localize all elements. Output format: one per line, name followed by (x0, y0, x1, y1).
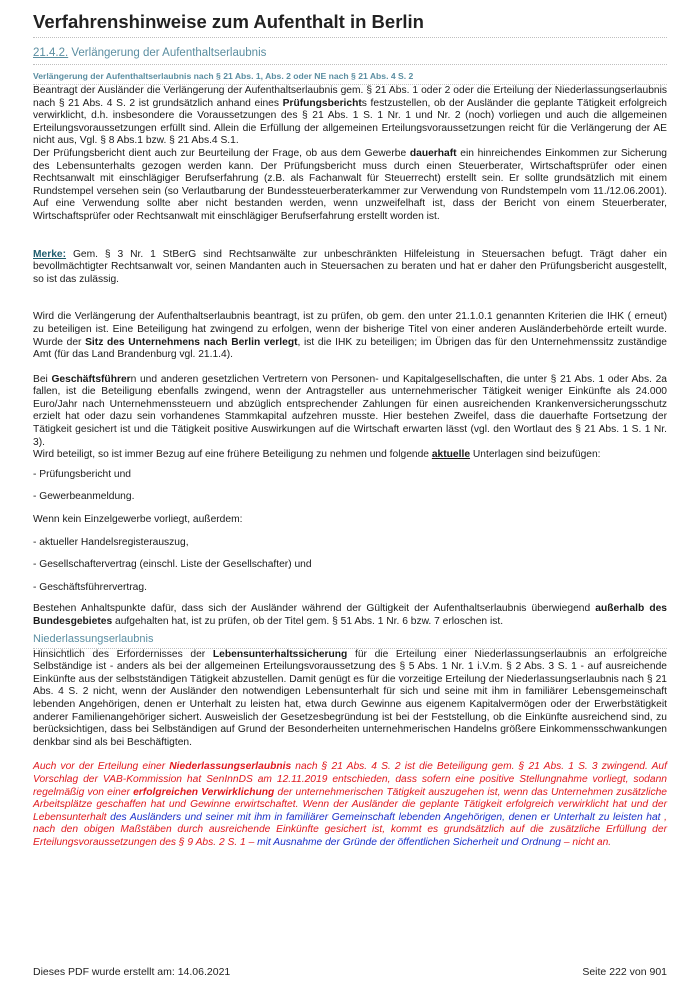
subheading: Verlängerung der Aufenthaltserlaubnis nach § 21 Abs. 1, Abs. 2 oder NE nach § 21 Abs. 4 S. 2 (33, 70, 667, 85)
list-item: - Geschäftsführervertrag. (33, 581, 147, 593)
list-item: - Prüfungsbericht und (33, 468, 132, 480)
document-title: Verfahrenshinweise zum Aufenthalt in Berlin (33, 10, 667, 38)
footer-created-date: Dieses PDF wurde erstellt am: 14.06.2021 (33, 966, 231, 978)
merke-label: Merke: (33, 248, 67, 260)
paragraph-ausserhalb: Bestehen Anhaltspunkte dafür, dass sich der Ausländer während der Gültigkeit der Aufenthaltserlaubnis überwiegend außerhalb des Bundesgebietes aufgehalten hat, ist zu prüfen, ob der Titel gem. § 51 Abs. 1 Nr. 6 bzw. 7 erloschen ist. (33, 603, 667, 627)
paragraph-dauerhaft: Der Prüfungsbericht dient auch zur Beurteilung der Frage, ob aus dem Gewerbe dauerhaft ein hinreichendes Einkommen zur Sicherung des Lebensunterhalts gezogen werden kann. Der Prüfungsbericht muss durch einen Steuerberater, Wirtschaftsprüfer oder einen Rechtsanwalt mit einschlägiger Berufserfahrung (z.B. als Fachanwalt für Steuerrecht) erstellt sein. Er sollte grundsätzlich mit einem Rundstempel versehen sein (so Verlautbarung der Bundessteuerberaterkammer zur Verwendung von Rundstempeln vom 11./12.06.2001). Auf eine Verwendung sollte aber nicht bestanden werden, wenn unzweifelhaft ist, dass der Bericht von einem Steuerberater, Wirtschaftsprüfer oder Rechtsanwalt mit einschlägiger Berufserfahrung erstellt worden ist. (33, 147, 667, 222)
niederlassung-heading: Niederlassungserlaubnis (33, 632, 667, 649)
list-item: - Gewerbeanmeldung. (33, 491, 135, 503)
document-page (33, 10, 667, 850)
paragraph-unterlagen: Wird beteiligt, so ist immer Bezug auf eine frühere Beteiligung zu nehmen und folgende aktuelle Unterlagen sind beizufügen: (33, 449, 601, 461)
paragraph-ihk: Wird die Verlängerung der Aufenthaltserlaubnis beantragt, ist zu prüfen, ob gem. den unter 21.1.0.1 genannten Kriterien die IHK ( erneut) zu beteiligen ist. Eine Beteiligung hat zwingend zu erfolgen, wenn der bisherige Titel von einer anderen Ausländerbehörde erteilt wurde. Wurde der Sitz des Unternehmens nach Berlin verlegt, ist die IHK zu beteiligen; im Übrigen das für den Unternehmenssitz zuständige Amt (für das Land Brandenburg vgl. 21.1.4). (33, 311, 668, 361)
paragraph-lebensunterhalt: Hinsichtlich des Erfordernisses der Lebensunterhaltssicherung für die Erteilung einer Niederlassungserlaubnis an erfolgreiche Selbständige ist - anders als bei der allgemeinen Erteilungsvoraussetzung des § 5 Abs. 1 Nr. 1 i.V.m. § 2 Abs. 3 S. 1 - auf ausreichende Einkünfte aus der selbstständigen Tätigkeit abzustellen. Damit genügt es für die vorzeitige Erteilung der Niederlassungserlaubnis nach § 21 Abs. 4 S. 2 nicht, wenn der Ausländer den notwendigen Lebensunterhalt für sich und seine mit ihm in familiärer Lebensgemeinschaft lebenden Angehörigen, denen er Unterhalt zu leisten hat, etwa durch Gewinne aus eigenem Kapitalvermögen oder der Erwerbstätigkeit anderer Familienangehöriger sichert. Ausweislich der Gesetzesbegründung ist bei der Feststellung, ob die Einkünfte ausreichend sind, zu berücksichtigen, dass bei Selbständigen auf Grund der Besonderheiten unternehmerischen Handelns größere Einkommensschwankungen denkbar sind als bei Beschäftigten. (33, 648, 667, 748)
list-item: - aktueller Handelsregisterauszug, (33, 536, 189, 548)
section-heading (33, 46, 667, 65)
paragraph-pruefungsbericht: Beantragt der Ausländer die Verlängerung der Aufenthaltserlaubnis gem. § 21 Abs. 1 oder 2 oder die Erteilung der Niederlassungserlaubnis nach § 21 Abs. 4 S. 2 ist grundsätzlich anhand eines Prüfungsberichts festzustellen, ob der Ausländer die geplante Tätigkeit erfolgreich verwirklicht, d.h. insbesondere die Voraussetzungen des § 21 Abs. 1 S. 1 Nr. 1 und Nr. 2 (noch) vorliegen und auch die allgemeinen Erteilungsvoraussetzungen erfüllt sind. Allein die Erfüllung der allgemeinen Erteilungsvoraussetzungen reicht für die Verlängerung der AE nicht aus, Vgl. § 8 Abs.1 bzw. § 21 Abs.4 S.1. (33, 85, 667, 147)
section-title: Verlängerung der Aufenthaltserlaubnis (71, 47, 267, 59)
einzelgewerbe-intro: Wenn kein Einzelgewerbe vorliegt, außerdem: (33, 514, 243, 526)
section-number-link[interactable]: 21.4.2. (33, 47, 69, 59)
footer-page-number: Seite 222 von 901 (582, 966, 667, 978)
page-footer (33, 966, 667, 978)
merke-note: Merke: Gem. § 3 Nr. 1 StBerG sind Rechtsanwälte zur unbeschränkten Hilfeleistung in Steuersachen befugt. Trägt daher ein bevollmächtigter Rechtsanwalt vor, seinen Mandanten auch in Steuersachen zu beraten und hat er daher den Prüfungsbericht ausgestellt, so ist das zulässig. (33, 248, 667, 285)
paragraph-geschaeftsfuehrer: Bei Geschäftsführern und anderen gesetzlichen Vertretern von Personen- und Kapitalgesellschaften, die unter § 21 Abs. 1 oder Abs. 2a fallen, ist die Beteiligung ebenfalls zwingend, wenn der Antragsteller aus unternehmerischer Tätigkeit weniger Einkünfte als 24.000 Euro/Jahr nach Unternehmenssteuern und abzüglich entsprechender Zahlungen für einen ausreichenden Krankenversicherungsschutz erzielt hat oder dazu sein vorhandenes Stammkapital aufzehren musste. Hier bestehen Zweifel, dass die dauerhafte Fortsetzung der Tätigkeit gesichert ist und die Tätigkeit positive Auswirkungen auf die Wirtschaft erwarten lässt (vgl. den Wortlaut des § 21 Abs. 1 S. 1 Nr. 3). (33, 373, 667, 448)
list-item: - Gesellschaftervertrag (einschl. Liste der Gesellschafter) und (33, 559, 312, 571)
paragraph-niederlassung-beteiligung: Auch vor der Erteilung einer Niederlassungserlaubnis nach § 21 Abs. 4 S. 2 ist die Beteiligung gem. § 21 Abs. 1 S. 3 zwingend. Auf Vorschlag der VAB-Kommission hat SenInnDS am 12.11.2019 entschieden, dass sofern eine positive Stellungnahme vorliegt, sodann regelmäßig von einer erfolgreichen Verwirklichung der unternehmerischen Tätigkeit auszugehen ist, wenn das Unternehmen zusätzliche Arbeitsplätze geschaffen hat und Gewinne erwirtschaftet. Wenn der Ausländer die geplante Tätigkeit erfolgreich verwirklicht hat und der Lebensunterhalt des Ausländers und seiner mit ihm in familiärer Gemeinschaft lebenden Angehörigen, denen er Unterhalt zu leisten hat , nach den obigen Maßstäben durch ausreichende Einkünfte gesichert ist, kommt es grundsätzlich auf die zusätzliche Erfüllung der Erteilungsvoraussetzungen des § 9 Abs. 2 S. 1 – mit Ausnahme der Gründe der öffentlichen Sicherheit und Ordnung – nicht an. (33, 761, 667, 848)
